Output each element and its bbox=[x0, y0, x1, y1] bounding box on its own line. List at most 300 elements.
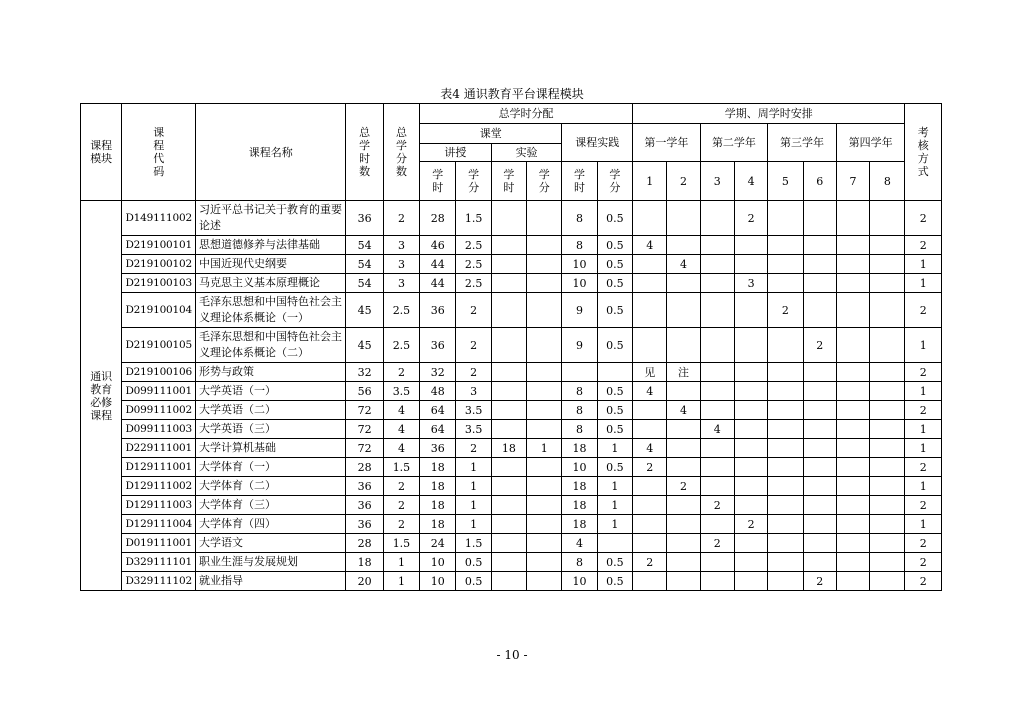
semester-3-hours bbox=[700, 439, 734, 458]
practice-hours: 9 bbox=[562, 328, 597, 363]
course-name: 毛泽东思想和中国特色社会主义理论体系概论（二） bbox=[196, 328, 346, 363]
practice-credits: 1 bbox=[597, 496, 632, 515]
semester-5-hours bbox=[768, 420, 803, 439]
semester-5-hours bbox=[768, 477, 803, 496]
practice-hours: 8 bbox=[562, 201, 597, 236]
total-hours: 36 bbox=[346, 201, 383, 236]
lab-credits bbox=[527, 553, 562, 572]
lecture-hours: 10 bbox=[420, 553, 456, 572]
header-hours-distribution: 总学时分配 bbox=[420, 104, 633, 124]
table-row bbox=[81, 572, 942, 591]
lecture-hours: 18 bbox=[420, 496, 456, 515]
semester-4-hours bbox=[734, 401, 767, 420]
semester-2-hours bbox=[667, 458, 700, 477]
total-hours: 72 bbox=[346, 420, 383, 439]
lab-credits bbox=[527, 458, 562, 477]
lecture-credits: 2.5 bbox=[456, 236, 491, 255]
course-code: D219100101 bbox=[122, 236, 196, 255]
lecture-credits: 1.5 bbox=[456, 534, 491, 553]
semester-1-hours: 4 bbox=[633, 382, 667, 401]
total-hours: 54 bbox=[346, 255, 383, 274]
lecture-credits: 0.5 bbox=[456, 572, 491, 591]
practice-credits: 1 bbox=[597, 515, 632, 534]
semester-5-hours bbox=[768, 363, 803, 382]
lab-hours bbox=[491, 553, 526, 572]
semester-5-hours bbox=[768, 382, 803, 401]
lecture-hours: 32 bbox=[420, 363, 456, 382]
semester-8-hours bbox=[870, 401, 905, 420]
semester-8-hours bbox=[870, 458, 905, 477]
semester-8-hours bbox=[870, 553, 905, 572]
course-name: 大学英语（二） bbox=[196, 401, 346, 420]
course-code: D329111102 bbox=[122, 572, 196, 591]
assessment: 1 bbox=[905, 420, 942, 439]
lecture-credits: 2 bbox=[456, 293, 491, 328]
semester-4-hours bbox=[734, 363, 767, 382]
total-hours: 32 bbox=[346, 363, 383, 382]
semester-8-hours bbox=[870, 274, 905, 293]
semester-3-hours bbox=[700, 458, 734, 477]
lab-credits bbox=[527, 382, 562, 401]
header-assessment: 考核方式 bbox=[905, 104, 942, 201]
practice-credits: 0.5 bbox=[597, 255, 632, 274]
semester-8-hours bbox=[870, 515, 905, 534]
lab-credits bbox=[527, 236, 562, 255]
table-row bbox=[81, 201, 942, 236]
table-body bbox=[81, 201, 942, 591]
lab-hours bbox=[491, 382, 526, 401]
course-name: 习近平总书记关于教育的重要论述 bbox=[196, 201, 346, 236]
semester-1-hours bbox=[633, 255, 667, 274]
lecture-hours: 18 bbox=[420, 477, 456, 496]
semester-3-hours bbox=[700, 382, 734, 401]
assessment: 1 bbox=[905, 255, 942, 274]
total-hours: 36 bbox=[346, 515, 383, 534]
practice-credits: 0.5 bbox=[597, 274, 632, 293]
semester-7-hours bbox=[836, 401, 869, 420]
semester-3-hours bbox=[700, 363, 734, 382]
semester-3-hours bbox=[700, 477, 734, 496]
semester-7-hours bbox=[836, 201, 869, 236]
lecture-hours: 10 bbox=[420, 572, 456, 591]
total-hours: 20 bbox=[346, 572, 383, 591]
total-hours: 28 bbox=[346, 534, 383, 553]
semester-3-hours bbox=[700, 274, 734, 293]
practice-hours: 10 bbox=[562, 572, 597, 591]
assessment: 2 bbox=[905, 201, 942, 236]
module-label: 通识教育必修课程 bbox=[81, 201, 122, 591]
semester-1-hours bbox=[633, 420, 667, 439]
total-credits: 1 bbox=[383, 553, 419, 572]
practice-hours: 18 bbox=[562, 439, 597, 458]
semester-2-hours bbox=[667, 496, 700, 515]
semester-2-hours bbox=[667, 382, 700, 401]
semester-8-hours bbox=[870, 328, 905, 363]
course-code: D149111002 bbox=[122, 201, 196, 236]
table-row bbox=[81, 236, 942, 255]
total-credits: 4 bbox=[383, 439, 419, 458]
semester-2-hours bbox=[667, 439, 700, 458]
semester-5-hours bbox=[768, 553, 803, 572]
header-practice-credits: 学分 bbox=[597, 162, 632, 201]
assessment: 2 bbox=[905, 236, 942, 255]
assessment: 2 bbox=[905, 293, 942, 328]
practice-hours: 18 bbox=[562, 496, 597, 515]
semester-4-hours bbox=[734, 534, 767, 553]
lecture-hours: 64 bbox=[420, 420, 456, 439]
lab-credits bbox=[527, 477, 562, 496]
semester-3-hours bbox=[700, 401, 734, 420]
course-code: D229111001 bbox=[122, 439, 196, 458]
course-code: D329111101 bbox=[122, 553, 196, 572]
course-name: 马克思主义基本原理概论 bbox=[196, 274, 346, 293]
lab-hours bbox=[491, 515, 526, 534]
semester-5-hours bbox=[768, 401, 803, 420]
header-practice-hours: 学时 bbox=[562, 162, 597, 201]
course-code: D219100103 bbox=[122, 274, 196, 293]
lab-hours bbox=[491, 572, 526, 591]
header-lecture: 讲授 bbox=[420, 144, 492, 162]
semester-7-hours bbox=[836, 328, 869, 363]
semester-7-hours bbox=[836, 553, 869, 572]
semester-2-hours bbox=[667, 201, 700, 236]
practice-hours: 8 bbox=[562, 420, 597, 439]
total-hours: 72 bbox=[346, 401, 383, 420]
course-code: D129111004 bbox=[122, 515, 196, 534]
semester-7-hours bbox=[836, 458, 869, 477]
header-semester-6: 6 bbox=[803, 162, 836, 201]
lab-credits bbox=[527, 401, 562, 420]
lecture-credits: 2 bbox=[456, 328, 491, 363]
course-name: 大学语文 bbox=[196, 534, 346, 553]
semester-8-hours bbox=[870, 496, 905, 515]
lab-hours: 18 bbox=[491, 439, 526, 458]
semester-8-hours bbox=[870, 255, 905, 274]
practice-credits: 0.5 bbox=[597, 201, 632, 236]
total-hours: 56 bbox=[346, 382, 383, 401]
practice-hours: 18 bbox=[562, 477, 597, 496]
header-year-2: 第二学年 bbox=[700, 124, 768, 162]
semester-1-hours: 2 bbox=[633, 553, 667, 572]
course-name: 思想道德修养与法律基础 bbox=[196, 236, 346, 255]
header-semester-8: 8 bbox=[870, 162, 905, 201]
lecture-credits: 3.5 bbox=[456, 401, 491, 420]
lecture-hours: 36 bbox=[420, 328, 456, 363]
semester-3-hours bbox=[700, 328, 734, 363]
practice-credits: 0.5 bbox=[597, 572, 632, 591]
course-table bbox=[80, 103, 942, 591]
semester-8-hours bbox=[870, 439, 905, 458]
semester-5-hours bbox=[768, 496, 803, 515]
semester-2-hours bbox=[667, 293, 700, 328]
semester-8-hours bbox=[870, 201, 905, 236]
course-code: D099111002 bbox=[122, 401, 196, 420]
semester-7-hours bbox=[836, 496, 869, 515]
semester-4-hours bbox=[734, 477, 767, 496]
practice-hours: 10 bbox=[562, 255, 597, 274]
total-hours: 36 bbox=[346, 477, 383, 496]
lecture-hours: 46 bbox=[420, 236, 456, 255]
semester-6-hours bbox=[803, 274, 836, 293]
practice-hours: 10 bbox=[562, 274, 597, 293]
semester-5-hours bbox=[768, 458, 803, 477]
semester-5-hours bbox=[768, 274, 803, 293]
semester-6-hours bbox=[803, 236, 836, 255]
assessment: 2 bbox=[905, 401, 942, 420]
semester-5-hours bbox=[768, 572, 803, 591]
total-credits: 2.5 bbox=[383, 293, 419, 328]
lecture-credits: 1 bbox=[456, 515, 491, 534]
assessment: 1 bbox=[905, 328, 942, 363]
course-name: 大学体育（一） bbox=[196, 458, 346, 477]
lecture-hours: 18 bbox=[420, 515, 456, 534]
semester-1-hours: 2 bbox=[633, 458, 667, 477]
semester-2-hours bbox=[667, 515, 700, 534]
semester-2-hours bbox=[667, 553, 700, 572]
lab-hours bbox=[491, 236, 526, 255]
lab-credits bbox=[527, 420, 562, 439]
course-name: 大学体育（四） bbox=[196, 515, 346, 534]
header-lecture-credits: 学分 bbox=[456, 162, 491, 201]
semester-7-hours bbox=[836, 274, 869, 293]
semester-5-hours bbox=[768, 328, 803, 363]
semester-6-hours bbox=[803, 439, 836, 458]
semester-4-hours: 2 bbox=[734, 201, 767, 236]
table-row bbox=[81, 439, 942, 458]
assessment: 1 bbox=[905, 477, 942, 496]
semester-6-hours bbox=[803, 201, 836, 236]
semester-7-hours bbox=[836, 293, 869, 328]
course-code: D219100102 bbox=[122, 255, 196, 274]
semester-2-hours bbox=[667, 572, 700, 591]
semester-3-hours bbox=[700, 553, 734, 572]
assessment: 1 bbox=[905, 382, 942, 401]
total-hours: 45 bbox=[346, 293, 383, 328]
lecture-hours: 44 bbox=[420, 255, 456, 274]
course-code: D019111001 bbox=[122, 534, 196, 553]
header-schedule: 学期、周学时安排 bbox=[633, 104, 905, 124]
lab-credits bbox=[527, 328, 562, 363]
lab-hours bbox=[491, 420, 526, 439]
lecture-credits: 3.5 bbox=[456, 420, 491, 439]
semester-7-hours bbox=[836, 439, 869, 458]
semester-6-hours: 2 bbox=[803, 572, 836, 591]
course-code: D129111002 bbox=[122, 477, 196, 496]
practice-credits: 0.5 bbox=[597, 293, 632, 328]
semester-1-hours bbox=[633, 293, 667, 328]
lab-hours bbox=[491, 328, 526, 363]
table-row bbox=[81, 328, 942, 363]
semester-4-hours bbox=[734, 439, 767, 458]
header-total-credits: 总学分数 bbox=[383, 104, 419, 201]
lab-credits bbox=[527, 496, 562, 515]
semester-8-hours bbox=[870, 293, 905, 328]
course-name: 就业指导 bbox=[196, 572, 346, 591]
lecture-hours: 18 bbox=[420, 458, 456, 477]
total-hours: 72 bbox=[346, 439, 383, 458]
practice-credits: 0.5 bbox=[597, 458, 632, 477]
semester-1-hours bbox=[633, 534, 667, 553]
practice-credits: 0.5 bbox=[597, 236, 632, 255]
lab-hours bbox=[491, 401, 526, 420]
header-lab-hours: 学时 bbox=[491, 162, 526, 201]
total-credits: 3 bbox=[383, 274, 419, 293]
table-row bbox=[81, 293, 942, 328]
lecture-credits: 0.5 bbox=[456, 553, 491, 572]
lecture-credits: 2 bbox=[456, 439, 491, 458]
semester-8-hours bbox=[870, 420, 905, 439]
lab-hours bbox=[491, 496, 526, 515]
semester-6-hours bbox=[803, 363, 836, 382]
semester-7-hours bbox=[836, 255, 869, 274]
lecture-hours: 24 bbox=[420, 534, 456, 553]
practice-credits: 0.5 bbox=[597, 553, 632, 572]
total-hours: 36 bbox=[346, 496, 383, 515]
semester-4-hours bbox=[734, 496, 767, 515]
course-name: 大学英语（一） bbox=[196, 382, 346, 401]
semester-4-hours bbox=[734, 553, 767, 572]
semester-7-hours bbox=[836, 420, 869, 439]
semester-4-hours bbox=[734, 572, 767, 591]
lecture-hours: 36 bbox=[420, 439, 456, 458]
semester-7-hours bbox=[836, 236, 869, 255]
semester-5-hours bbox=[768, 534, 803, 553]
table-header bbox=[81, 104, 942, 201]
lab-credits: 1 bbox=[527, 439, 562, 458]
semester-6-hours bbox=[803, 515, 836, 534]
course-name: 职业生涯与发展规划 bbox=[196, 553, 346, 572]
practice-hours: 10 bbox=[562, 458, 597, 477]
lab-credits bbox=[527, 201, 562, 236]
course-name: 大学体育（三） bbox=[196, 496, 346, 515]
header-code: 课程代码 bbox=[122, 104, 196, 201]
semester-6-hours bbox=[803, 255, 836, 274]
semester-1-hours bbox=[633, 328, 667, 363]
semester-2-hours bbox=[667, 420, 700, 439]
total-hours: 18 bbox=[346, 553, 383, 572]
table-row bbox=[81, 515, 942, 534]
header-semester-7: 7 bbox=[836, 162, 869, 201]
total-credits: 3 bbox=[383, 255, 419, 274]
semester-3-hours bbox=[700, 255, 734, 274]
practice-credits: 1 bbox=[597, 439, 632, 458]
semester-7-hours bbox=[836, 515, 869, 534]
semester-6-hours bbox=[803, 382, 836, 401]
semester-6-hours bbox=[803, 458, 836, 477]
assessment: 2 bbox=[905, 553, 942, 572]
lab-credits bbox=[527, 293, 562, 328]
semester-1-hours: 4 bbox=[633, 236, 667, 255]
semester-6-hours bbox=[803, 420, 836, 439]
total-credits: 3.5 bbox=[383, 382, 419, 401]
table-row bbox=[81, 477, 942, 496]
practice-hours: 8 bbox=[562, 382, 597, 401]
semester-4-hours bbox=[734, 420, 767, 439]
semester-6-hours bbox=[803, 293, 836, 328]
table-row bbox=[81, 255, 942, 274]
header-semester-5: 5 bbox=[768, 162, 803, 201]
semester-1-hours bbox=[633, 572, 667, 591]
table-row bbox=[81, 420, 942, 439]
semester-5-hours bbox=[768, 236, 803, 255]
lab-credits bbox=[527, 274, 562, 293]
practice-hours bbox=[562, 363, 597, 382]
total-hours: 54 bbox=[346, 274, 383, 293]
header-semester-3: 3 bbox=[700, 162, 734, 201]
semester-1-hours bbox=[633, 496, 667, 515]
semester-5-hours: 2 bbox=[768, 293, 803, 328]
semester-3-hours bbox=[700, 293, 734, 328]
lecture-credits: 1 bbox=[456, 477, 491, 496]
semester-1-hours bbox=[633, 401, 667, 420]
semester-3-hours bbox=[700, 572, 734, 591]
practice-credits: 0.5 bbox=[597, 328, 632, 363]
semester-2-hours bbox=[667, 328, 700, 363]
semester-6-hours: 2 bbox=[803, 328, 836, 363]
course-name: 毛泽东思想和中国特色社会主义理论体系概论（一） bbox=[196, 293, 346, 328]
table-row bbox=[81, 363, 942, 382]
course-code: D219100105 bbox=[122, 328, 196, 363]
course-code: D219100104 bbox=[122, 293, 196, 328]
assessment: 2 bbox=[905, 496, 942, 515]
semester-6-hours bbox=[803, 401, 836, 420]
lecture-hours: 44 bbox=[420, 274, 456, 293]
header-classroom: 课堂 bbox=[420, 124, 562, 144]
lecture-hours: 28 bbox=[420, 201, 456, 236]
lecture-credits: 1.5 bbox=[456, 201, 491, 236]
assessment: 2 bbox=[905, 534, 942, 553]
header-total-hours: 总学时数 bbox=[346, 104, 383, 201]
table-row bbox=[81, 401, 942, 420]
total-credits: 1.5 bbox=[383, 534, 419, 553]
semester-2-hours: 注 bbox=[667, 363, 700, 382]
semester-6-hours bbox=[803, 534, 836, 553]
assessment: 2 bbox=[905, 458, 942, 477]
practice-hours: 8 bbox=[562, 553, 597, 572]
course-code: D219100106 bbox=[122, 363, 196, 382]
semester-8-hours bbox=[870, 363, 905, 382]
header-semester-1: 1 bbox=[633, 162, 667, 201]
semester-4-hours bbox=[734, 382, 767, 401]
semester-4-hours: 2 bbox=[734, 515, 767, 534]
practice-credits: 1 bbox=[597, 477, 632, 496]
assessment: 1 bbox=[905, 274, 942, 293]
lecture-hours: 36 bbox=[420, 293, 456, 328]
semester-3-hours: 4 bbox=[700, 420, 734, 439]
course-name: 大学英语（三） bbox=[196, 420, 346, 439]
semester-4-hours: 3 bbox=[734, 274, 767, 293]
header-semester-2: 2 bbox=[667, 162, 700, 201]
semester-1-hours bbox=[633, 477, 667, 496]
course-name: 中国近现代史纲要 bbox=[196, 255, 346, 274]
table-caption: 表4 通识教育平台课程模块 bbox=[440, 87, 584, 101]
header-semester-4: 4 bbox=[734, 162, 767, 201]
semester-5-hours bbox=[768, 255, 803, 274]
lab-credits bbox=[527, 363, 562, 382]
practice-hours: 18 bbox=[562, 515, 597, 534]
course-code: D129111003 bbox=[122, 496, 196, 515]
total-credits: 2 bbox=[383, 515, 419, 534]
assessment: 2 bbox=[905, 363, 942, 382]
course-code: D099111003 bbox=[122, 420, 196, 439]
semester-1-hours bbox=[633, 515, 667, 534]
lab-credits bbox=[527, 534, 562, 553]
table-row bbox=[81, 458, 942, 477]
assessment: 1 bbox=[905, 515, 942, 534]
course-name: 形势与政策 bbox=[196, 363, 346, 382]
semester-2-hours: 2 bbox=[667, 477, 700, 496]
semester-7-hours bbox=[836, 534, 869, 553]
